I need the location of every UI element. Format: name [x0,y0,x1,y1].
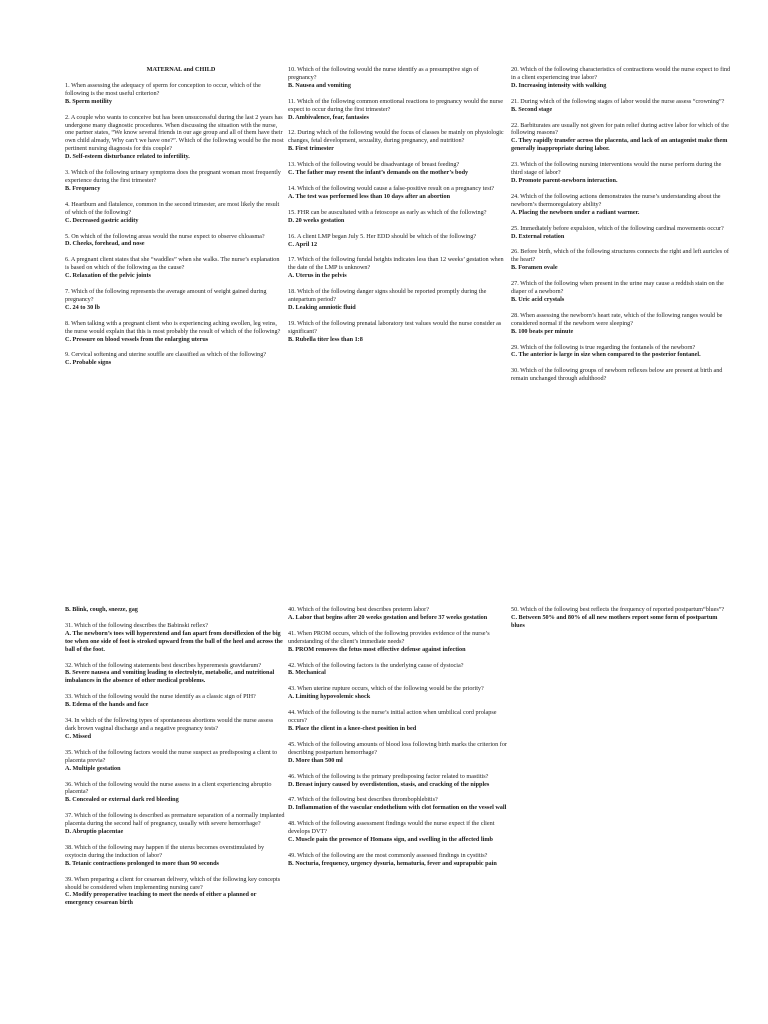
question-text: 48. Which of the following assessment findings would the nurse expect if the client develops DVT? [288,820,495,836]
answer-text: D. Ambivalence, fear, fantasies [288,113,369,121]
answer-text: A. Labor that begins after 20 weeks gestation and before 37 weeks gestation [288,613,488,621]
question-text: 5. On which of the following areas would the nurse expect to observe chloasma? [65,232,265,240]
answer-text: B. Foramen ovale [511,264,558,272]
question-text: 42. Which of the following factors is the underlying cause of dystocia? [288,661,464,669]
question-item [288,796,508,812]
question-item [511,312,731,336]
question-item [511,367,731,383]
answer-text: D. Abruptio placentae [65,828,124,836]
question-text: 37. Which of the following is described as premature separation of a normally implanted placenta during the second half of pregnancy, usually with severe hemorrhage? [65,812,285,828]
question-text: 21. During which of the following stages of labor would the nurse assess “crowning”? [511,97,725,105]
question-item [65,781,285,805]
question-item [65,288,285,312]
answer-text: C. Probable signs [65,359,112,367]
question-text: 40. Which of the following best describes preterm labor? [288,606,429,613]
question-item [288,852,508,868]
question-text: 50. Which of the following best reflects the frequency of reported postpartum“blues”? [511,606,725,613]
question-text: 23. Which of the following nursing interventions would the nurse perform during the third stage of labor? [511,161,722,177]
question-item [288,709,508,733]
question-text: 17. Which of the following fundal heights indicates less than 12 weeks’ gestation when the date of the LMP is unknown? [288,256,504,272]
question-text: 15. FHR can be auscultated with a fetoscope as early as which of the following? [288,208,487,216]
answer-text: B. Uric acid crystals [511,295,565,303]
answer-text: B. PROM removes the fetus most effective defense against infection [288,645,466,653]
question-text: 25. Immediately before expulsion, which of the following cardinal movements occur? [511,224,724,232]
question-text: 36. Which of the following would the nurse assess in a client experiencing abruptio placenta? [65,780,272,796]
column-bottom-middle [288,606,508,876]
question-text: 11. Which of the following common emotional reactions to pregnancy would the nurse expect to occur during the first trimester? [288,97,503,113]
question-item [511,122,731,154]
answer-text: D. Breast injury caused by overdistention, stasis, and cracking of the nipples [288,780,490,788]
answer-text: B. Second stage [511,105,553,113]
question-item [288,129,508,153]
answer-text: C. Relaxation of the pelvic joints [65,272,151,280]
question-item [288,98,508,122]
column-top-middle [288,66,508,352]
answer-text: A. Placing the newborn under a radiant warmer. [511,208,640,216]
question-text: 39. When preparing a client for cesarean delivery, which of the following key concepts should be considered when implementing nursing care? [65,875,281,891]
answer-text: C. Muscle pain the presence of Homans sign, and swelling in the affected limb [288,836,493,844]
question-text: 7. Which of the following represents the average amount of weight gained during pregnancy? [65,288,267,303]
question-text: 13. Which of the following would be disadvantage of breast feeding? [288,161,460,169]
answer-text: B. Nausea and vomiting [288,81,351,89]
question-item [511,280,731,304]
question-item [65,114,285,161]
question-text: 16. A client LMP began July 5. Her EDD should be which of the following? [288,232,477,240]
question-item [288,320,508,344]
answer-text: B. Concealed or external dark red bleeding [65,796,179,804]
question-text: 9. Cervical softening and uterine souffle are classified as which of the following? [65,351,267,359]
question-text: 3. Which of the following urinary symptoms does the pregnant woman most frequently experience during the first trimester? [65,169,281,184]
question-item [65,320,285,344]
question-text: 44. Which of the following is the nurse’s initial action when umbilical cord prolapse occurs? [288,709,497,725]
question-text: 35. Which of the following factors would the nurse suspect as predisposing a client to placenta previa? [65,748,278,764]
question-text: 24. Which of the following actions demonstrates the nurse’s understanding about the newborn’s thermoregulatory ability? [511,192,721,208]
question-text: 32. Which of the following statements best describes hyperemesis gravidarum? [65,661,262,669]
question-item [65,201,285,225]
answer-text: C. They rapidly transfer across the placenta, and lack of an antagonist make them generally inappropriate during labor. [511,137,728,153]
question-item [65,233,285,249]
question-item [65,82,285,106]
question-text: 45. Which of the following amounts of blood loss following birth marks the criterion for describing postpartum hemorrhage? [288,740,507,756]
question-item [288,741,508,765]
question-text: 43. When uterine rupture occurs, which of the following would be the priority? [288,685,484,693]
question-text: 2. A couple who wants to conceive but has been unsuccessful during the last 2 years has undergone many diagnostic procedures. When discussing the situation with the nurse, one partner states, “We know several friends in our age group and all of them have their own child already, Why can’t we have one?”. Which of the following would be the most pertinent nursing diagnosis for this couple? [65,113,284,153]
column-top-right [511,66,731,391]
column-bottom-right [511,606,731,638]
question-item [288,288,508,312]
answer-text: A. Uterus in the pelvis [288,272,347,280]
question-text: 29. Which of the following is true regarding the fontanels of the newborn? [511,343,696,351]
question-text: 30. Which of the following groups of newborn reflexes below are present at birth and remain unchanged through adulthood? [511,367,723,383]
answer-text: B. Severe nausea and vomiting leading to electrolyte, metabolic, and nutritional imbalances in the absence of other medical problems. [65,669,275,685]
question-item [511,66,731,90]
question-item [511,248,731,272]
answer-text: A. The newborn’s toes will hyperextend and fan apart from dorsiflexion of the big toe when one side of foot is stroked upward from the ball of the heel and across the ball of the foot. [65,629,283,653]
answer-text: B. Edema of the hands and face [65,701,149,709]
question-item [288,662,508,678]
answer-text: C. Decreased gastric acidity [65,216,139,224]
answer-text: B. Tetanic contractions prolonged to more than 90 seconds [65,859,219,867]
answer-text: B. 100 beats per minute [511,327,574,335]
answer-text: C. Missed [65,732,92,740]
question-text: 8. When talking with a pregnant client who is experiencing aching swollen, leg veins, the nurse would explain that this is most probably the result of which of the following? [65,319,281,335]
question-item [65,693,285,709]
document-title: MATERNAL and CHILD [146,66,216,73]
question-item [65,169,285,193]
answer-text: C. Pressure on blood vessels from the enlarging uterus [65,335,209,343]
question-item [65,351,285,367]
question-text: 38. Which of the following may happen if the uterus becomes overstimulated by oxytocin during the induction of labor? [65,843,265,859]
question-text: 49. Which of the following are the most commonly assessed findings in cystitis? [288,851,488,859]
question-text: 22. Barbiturates are usually not given for pain relief during active labor for which of the following reasons? [511,121,729,137]
answer-text: A. Limiting hypovolemic shock [288,693,371,701]
answer-text: C. Between 50% and 80% of all new mothers report some form of postpartum blues [511,613,718,629]
answer-text: B. First trimester [288,145,334,153]
question-item [511,606,731,630]
answer-text: D. External rotation [511,232,565,240]
question-item [65,606,285,614]
answer-text: B. Sperm motility [65,97,112,105]
answer-text: C. The anterior is large in size when compared to the posterior fontanel. [511,351,701,359]
answer-text: A. Multiple gestation [65,764,121,772]
question-item [65,844,285,868]
question-text: 47. Which of the following best describes thrombophlebitis? [288,796,438,804]
question-text: 31. Which of the following describes the Babinski reflex? [65,621,209,629]
question-item [288,606,508,622]
column-top-left [65,66,285,375]
answer-text: B. Rubella titer less than 1:8 [288,335,363,343]
question-item [511,193,731,217]
question-text: 1. When assessing the adequacy of sperm for conception to occur, which of the following is the most useful criterion? [65,81,261,97]
answer-text: A. The test was performed less than 10 days after an abortion [288,192,451,200]
question-text: 41. When PROM occurs, which of the following provides evidence of the nurse’s understanding of the client’s immediate needs? [288,629,490,645]
question-text: 12. During which of the following would the focus of classes be mainly on physiologic changes, fetal development, sexuality, during pregnancy, and nutrition? [288,129,504,145]
answer-text: B. Place the client in a knee-chest position in bed [288,724,417,732]
answer-text: D. Increasing intensity with walking [511,81,607,89]
answer-text: D. Leaking amniotic fluid [288,303,356,311]
question-item [65,749,285,773]
question-item [511,161,731,185]
question-item [65,876,285,908]
answer-text: D. Cheeks, forehead, and nose [65,240,145,248]
question-text: 10. Which of the following would the nurse identify as a presumptive sign of pregnancy? [288,66,479,81]
answer-text: C. April 12 [288,240,318,248]
question-text: 6. A pregnant client states that she “waddles” when she walks. The nurse’s explanation is based on which of the following as the cause? [65,256,280,272]
question-item [65,256,285,280]
question-item [288,256,508,280]
question-item [288,233,508,249]
answer-text: B. Nocturia, frequency, urgency dysuria, hematuria, fever and suprapubic pain [288,859,497,867]
answer-text: D. Self-esteem disturbance related to infertility. [65,153,190,161]
answer-text: B. Frequency [65,184,101,192]
question-item [65,622,285,654]
question-item [65,812,285,836]
question-text: 14. Which of the following would cause a false-positive result on a pregnancy test? [288,184,495,192]
question-text: 33. Which of the following would the nurse identify as a classic sign of PIH? [65,693,256,701]
question-text: 20. Which of the following characteristics of contractions would the nurse expect to find in a client experiencing true labor? [511,66,731,81]
question-item [288,209,508,225]
question-item [288,185,508,201]
column-bottom-left [65,606,285,915]
question-item [511,225,731,241]
question-text: 27. Which of the following when present in the urine may cause a reddish stain on the diaper of a newborn? [511,280,724,296]
answer-text: C. 24 to 30 lb [65,303,100,311]
question-item [288,66,508,90]
answer-text: B. Blink, cough, sneeze, gag [65,606,138,613]
question-item [65,717,285,741]
question-item [288,630,508,654]
question-text: 4. Heartburn and flatulence, common in the second trimester, are most likely the result of which of the following? [65,200,280,216]
question-item [288,820,508,844]
question-item [511,98,731,114]
answer-text: B. Mechanical [288,669,326,677]
question-item [288,773,508,789]
answer-text: C. The father may resent the infant’s demands on the mother’s body [288,169,469,177]
answer-text: D. More than 500 ml [288,756,343,764]
question-item [65,662,285,686]
answer-text: C. Modify preoperative teaching to meet the needs of either a planned or emergency cesarean birth [65,891,257,907]
question-item [288,685,508,701]
answer-text: D. Promote parent-newborn interaction. [511,176,618,184]
question-item [511,344,731,360]
question-text: 46. Which of the following is the primary predisposing factor related to mastitis? [288,772,489,780]
question-text: 28. When assessing the newborn’s heart rate, which of the following ranges would be considered normal if the newborn were sleeping? [511,311,723,327]
answer-text: D. Inflammation of the vascular endothelium with clot formation on the vessel wall [288,804,507,812]
question-item [288,161,508,177]
question-text: 18. Which of the following danger signs should be reported promptly during the antepartum period? [288,288,487,304]
question-text: 19. Which of the following prenatal laboratory test values would the nurse consider as significant? [288,319,502,335]
question-text: 34. In which of the following types of spontaneous abortions would the nurse assess dark brown vaginal discharge and a negative pregnancy tests? [65,717,274,732]
answer-text: D. 20 weeks gestation [288,216,345,224]
question-text: 26. Before birth, which of the following structures connects the right and left auricles of the heart? [511,248,729,264]
